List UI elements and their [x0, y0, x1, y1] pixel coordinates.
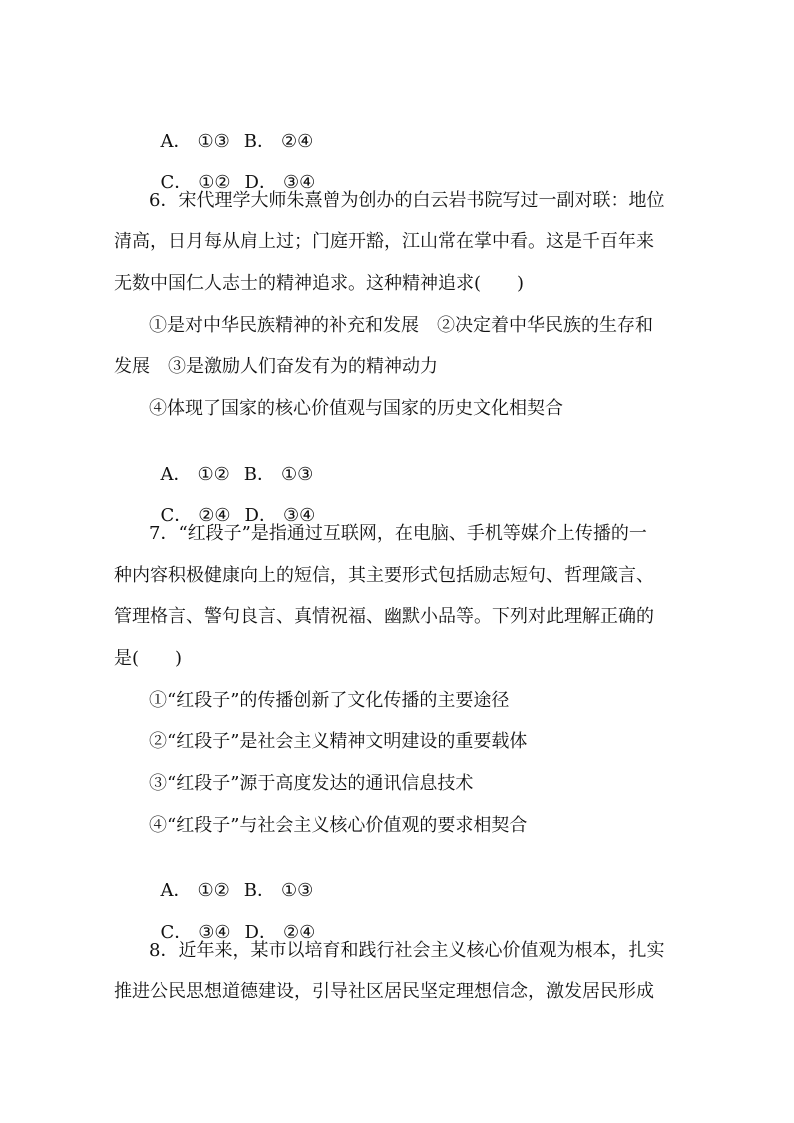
q7-option-d-label: D．	[244, 922, 277, 943]
q6-stem-line: 清高，日月每从肩上过；门庭开豁，江山常在掌中看。这是千百年来	[114, 231, 654, 252]
q5-option-b-value: ②④	[280, 131, 314, 152]
q6-item-line: ①是对中华民族精神的补充和发展 ②决定着中华民族的生存和	[149, 315, 653, 336]
q7-option-d-value: ②④	[282, 922, 316, 943]
q6-option-c-value: ②④	[198, 505, 231, 526]
q8-stem-line: 推进公民思想道德建设，引导社区居民坚定理想信念，激发居民形成	[114, 981, 654, 1002]
q6-option-b-label: B．	[243, 464, 275, 485]
q6-option-c-label: C．	[160, 505, 193, 526]
q5-option-d-value: ③④	[282, 172, 316, 193]
q7-stem-line: 7．“红段子”是指通过互联网，在电脑、手机等媒介上传播的一	[149, 523, 647, 544]
q7-stem-line: 种内容积极健康向上的短信，其主要形式包括励志短句、哲理箴言、	[114, 565, 654, 586]
q5-option-a-label: A．	[160, 131, 192, 152]
q6-stem-line: 无数中国仁人志士的精神追求。这种精神追求( )	[114, 273, 525, 294]
q7-item: ③“红段子”源于高度发达的通讯信息技术	[149, 773, 474, 794]
q6-item-line: 发展 ③是激励人们奋发有为的精神动力	[114, 356, 438, 377]
q7-item: ④“红段子”与社会主义核心价值观的要求相契合	[149, 815, 528, 836]
q7-stem-line: 管理格言、警句良言、真情祝福、幽默小品等。下列对此理解正确的	[114, 606, 654, 627]
q5-option-b-label: B．	[243, 131, 275, 152]
q7-item: ②“红段子”是社会主义精神文明建设的重要载体	[149, 731, 528, 752]
q7-options-row2	[149, 897, 315, 945]
q6-option-a-value: ①②	[197, 464, 230, 485]
q5-option-a-value: ①③	[197, 131, 230, 152]
q7-option-b-label: B．	[243, 880, 275, 901]
q7-item: ①“红段子”的传播创新了文化传播的主要途径	[149, 690, 510, 711]
q7-option-c-label: C．	[160, 922, 193, 943]
q8-stem-line: 8．近年来，某市以培育和践行社会主义核心价值观为根本，扎实	[149, 940, 665, 961]
q7-option-a-label: A．	[160, 880, 192, 901]
q7-stem-line: 是( )	[114, 648, 183, 669]
q5-options-row2	[149, 147, 315, 195]
q7-option-c-value: ③④	[198, 922, 231, 943]
q7-options-row1	[149, 855, 313, 903]
q6-options-row2	[149, 480, 315, 528]
q6-option-b-value: ①③	[280, 464, 314, 485]
q5-option-c-label: C．	[160, 172, 193, 193]
q7-option-b-value: ①③	[280, 880, 314, 901]
q6-option-a-label: A．	[160, 464, 192, 485]
q5-option-d-label: D．	[244, 172, 277, 193]
q7-option-a-value: ①②	[197, 880, 230, 901]
q6-item-line: ④体现了国家的核心价值观与国家的历史文化相契合	[149, 398, 563, 419]
q5-option-c-value: ①②	[198, 172, 231, 193]
q6-option-d-label: D．	[244, 505, 277, 526]
q6-option-d-value: ③④	[282, 505, 316, 526]
q6-stem-line: 6．宋代理学大师朱熹曾为创办的白云岩书院写过一副对联：地位	[149, 190, 665, 211]
